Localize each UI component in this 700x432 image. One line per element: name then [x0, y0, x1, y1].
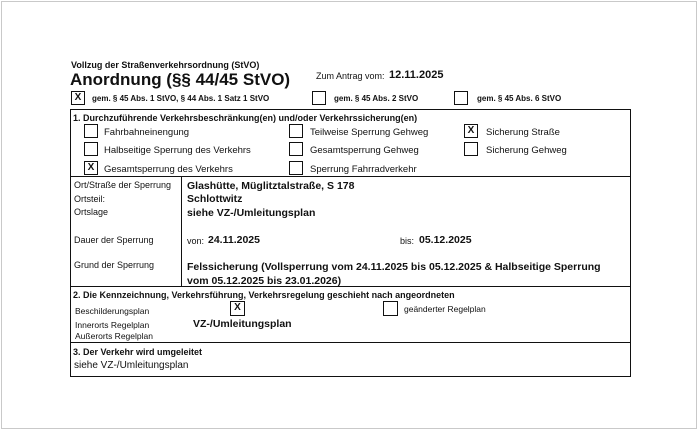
ortsteil-value: Schlottwitz — [187, 193, 243, 205]
option-fahrradverkehr-label: Sperrung Fahrradverkehr — [310, 164, 417, 175]
grund-value-line1: Felssicherung (Vollsperrung vom 24.11.2025 bis 05.12.2025 & Halbseitige Sperrung — [187, 261, 601, 273]
table-top-border — [70, 109, 631, 110]
umleitung-value: siehe VZ-/Umleitungsplan — [74, 360, 189, 371]
ausserorts-label: Außerorts Regelplan — [75, 331, 153, 341]
dauer-label: Dauer der Sperrung — [74, 235, 154, 245]
table-left-border — [70, 109, 71, 377]
grund-value-line2: vom 05.12.2025 bis 23.01.2026) — [187, 275, 342, 287]
option-halbseitige-sperrung-checkbox[interactable] — [84, 142, 98, 156]
ortslage-value: siehe VZ-/Umleitungsplan — [187, 207, 316, 219]
option-sicherung-strasse-checkbox[interactable]: X — [464, 124, 478, 138]
form-subtitle: Vollzug der Straßenverkehrsordnung (StVO) — [71, 60, 260, 70]
row-divider-1 — [70, 176, 631, 177]
option-sicherung-gehweg-label: Sicherung Gehweg — [486, 145, 567, 156]
option-teilweise-gehweg-label: Teilweise Sperrung Gehweg — [310, 127, 429, 138]
form-title: Anordnung (§§ 44/45 StVO) — [70, 70, 291, 89]
geaendert-regelplan-checkbox[interactable] — [383, 301, 398, 316]
option-teilweise-gehweg-checkbox[interactable] — [289, 124, 303, 138]
antrag-date: 12.11.2025 — [389, 69, 444, 81]
ortslage-label: Ortslage — [74, 207, 109, 217]
table-right-border — [630, 109, 631, 377]
innerorts-label: Innerorts Regelplan — [75, 320, 150, 330]
basis-label-1: gem. § 45 Abs. 1 StVO, § 44 Abs. 1 Satz 1 StVO — [92, 94, 270, 103]
row-divider-4 — [70, 376, 631, 377]
von-value: 24.11.2025 — [208, 234, 260, 246]
ortsteil-label: Ortsteil: — [74, 194, 106, 204]
option-gesamtsperrung-gehweg-label: Gesamtsperrung Gehweg — [310, 145, 419, 156]
basis-checkbox-2[interactable] — [312, 91, 326, 105]
option-gesamtsperrung-label: Gesamtsperrung des Verkehrs — [104, 164, 233, 175]
option-sicherung-gehweg-checkbox[interactable] — [464, 142, 478, 156]
row-divider-3 — [70, 342, 631, 343]
section1-title: 1. Durchzuführende Verkehrsbeschränkung(en) und/oder Verkehrssicherung(en) — [73, 113, 418, 123]
section3-title: 3. Der Verkehr wird umgeleitet — [73, 347, 203, 357]
beschilderung-checkbox[interactable]: X — [230, 301, 245, 316]
option-halbseitige-sperrung-label: Halbseitige Sperrung des Verkehrs — [104, 145, 251, 156]
option-gesamtsperrung-checkbox[interactable]: X — [84, 161, 98, 175]
grund-label: Grund der Sperrung — [74, 260, 155, 270]
row-divider-2 — [70, 286, 631, 287]
basis-checkbox-3[interactable] — [454, 91, 468, 105]
option-sicherung-strasse-label: Sicherung Straße — [486, 127, 560, 138]
geaendert-regelplan-label: geänderter Regelplan — [404, 304, 486, 314]
street-value: Glashütte, Müglitztalstraße, S 178 — [187, 180, 355, 192]
antrag-label: Zum Antrag vom: — [316, 71, 385, 81]
basis-label-2: gem. § 45 Abs. 2 StVO — [334, 94, 419, 103]
label-column-divider — [181, 176, 182, 286]
street-label: Ort/Straße der Sperrung — [74, 180, 172, 190]
option-fahrbahneinengung-label: Fahrbahneinengung — [104, 127, 190, 138]
option-gesamtsperrung-gehweg-checkbox[interactable] — [289, 142, 303, 156]
basis-checkbox-1[interactable]: X — [71, 91, 85, 105]
bis-value: 05.12.2025 — [419, 234, 472, 246]
von-label: von: — [187, 236, 205, 246]
bis-label: bis: — [400, 236, 415, 246]
section2-title: 2. Die Kennzeichnung, Verkehrsführung, Verkehrsregelung geschieht nach angeordneten — [73, 290, 455, 300]
basis-label-3: gem. § 45 Abs. 6 StVO — [477, 94, 562, 103]
option-fahrbahneinengung-checkbox[interactable] — [84, 124, 98, 138]
plan-value: VZ-/Umleitungsplan — [193, 318, 292, 330]
beschilderung-label: Beschilderungsplan — [75, 306, 150, 316]
option-fahrradverkehr-checkbox[interactable] — [289, 161, 303, 175]
